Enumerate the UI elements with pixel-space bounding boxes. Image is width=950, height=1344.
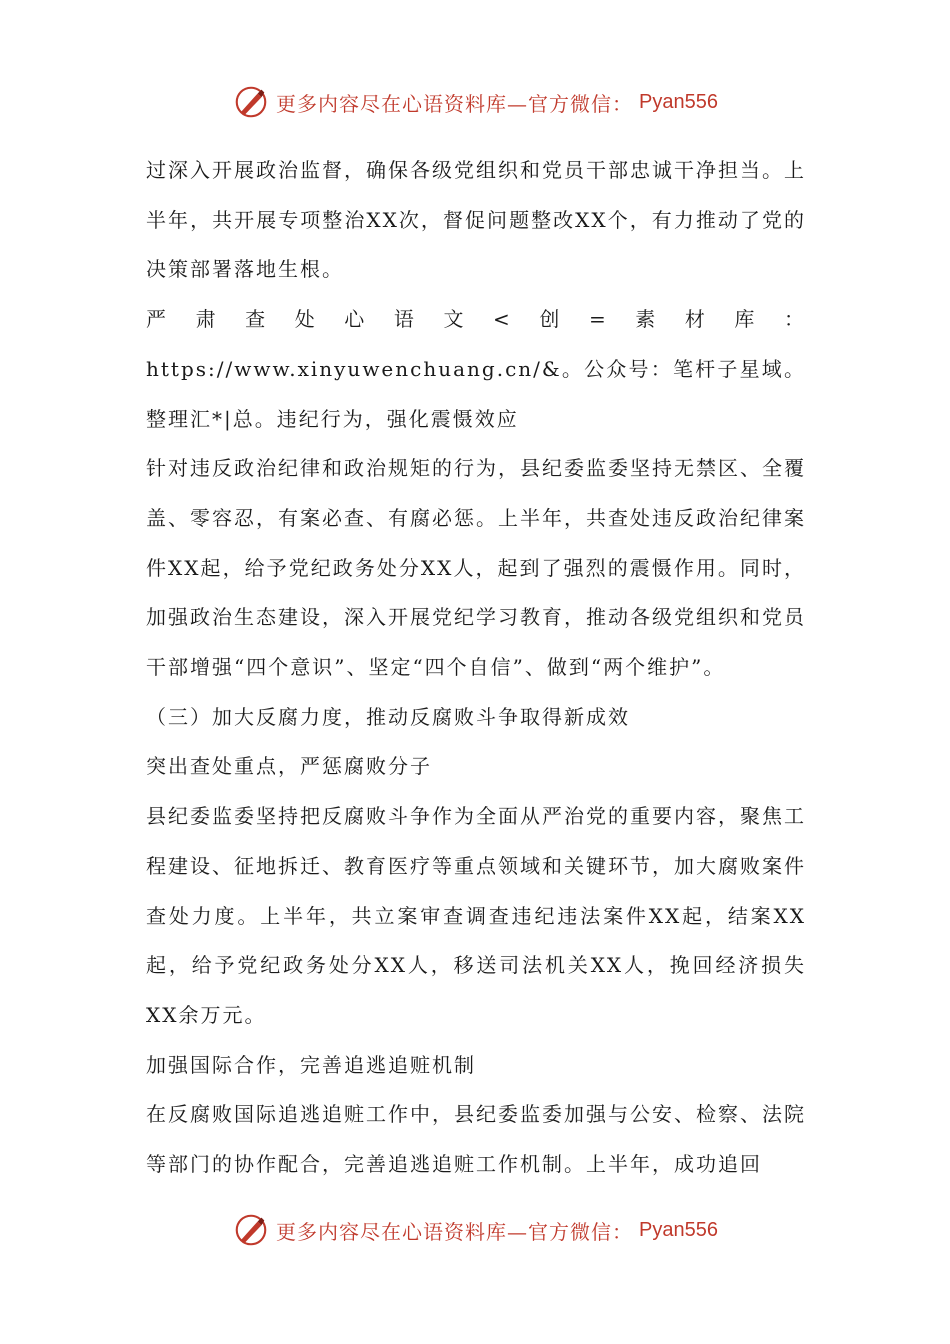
section-heading: （三）加大反腐力度，推动反腐败斗争取得新成效 bbox=[146, 704, 630, 729]
banner-account: Pyan556 bbox=[639, 1218, 718, 1241]
paragraph: 在反腐败国际追逃追赃工作中，县纪委监委加强与公安、检察、法院等部门的协作配合，完善追逃追赃工作机制。上半年，成功追回 bbox=[146, 1102, 806, 1177]
paragraph: 过深入开展政治监督，确保各级党组织和党员干部忠诚干净担当。上半年，共开展专项整治XX次，督促问题整改XX个，有力推动了党的决策部署落地生根。 bbox=[146, 158, 806, 282]
paragraph: 针对违反政治纪律和政治规矩的行为，县纪委监委坚持无禁区、全覆盖、零容忍，有案必查、有腐必惩。上半年，共查处违反政治纪律案件XX起，给予党纪政务处分XX人，起到了强烈的震慑作用。同时，加强政治生态建设，深入开展党纪学习教育，推动各级党组织和党员干部增强“四个意识”、坚定“四个自信”、做到“两个维护”。 bbox=[146, 456, 806, 680]
paragraph: 严肃查处心语文<创=素材库：https://www.xinyuwenchuang.cn/&。公众号：笔杆子星域。整理汇*|总。违纪行为，强化震慑效应 bbox=[146, 307, 806, 431]
subheading: 加强国际合作，完善追逃追赃机制 bbox=[146, 1052, 476, 1077]
banner-account: Pyan556 bbox=[639, 90, 718, 113]
pen-logo-icon bbox=[232, 83, 270, 121]
banner-text: 更多内容尽在心语资料库—官方微信： bbox=[276, 91, 634, 116]
banner-text: 更多内容尽在心语资料库—官方微信： bbox=[276, 1219, 634, 1244]
document-body bbox=[146, 146, 806, 1190]
subheading: 突出查处重点，严惩腐败分子 bbox=[146, 754, 432, 779]
pen-logo-icon bbox=[232, 1211, 270, 1249]
header-banner bbox=[0, 80, 950, 124]
footer-banner bbox=[0, 1208, 950, 1252]
paragraph: 县纪委监委坚持把反腐败斗争作为全面从严治党的重要内容，聚焦工程建设、征地拆迁、教育医疗等重点领域和关键环节，加大腐败案件查处力度。上半年，共立案审查调查违纪违法案件XX起，结案XX起，给予党纪政务处分XX人，移送司法机关XX人，挽回经济损失XX余万元。 bbox=[146, 804, 806, 1027]
